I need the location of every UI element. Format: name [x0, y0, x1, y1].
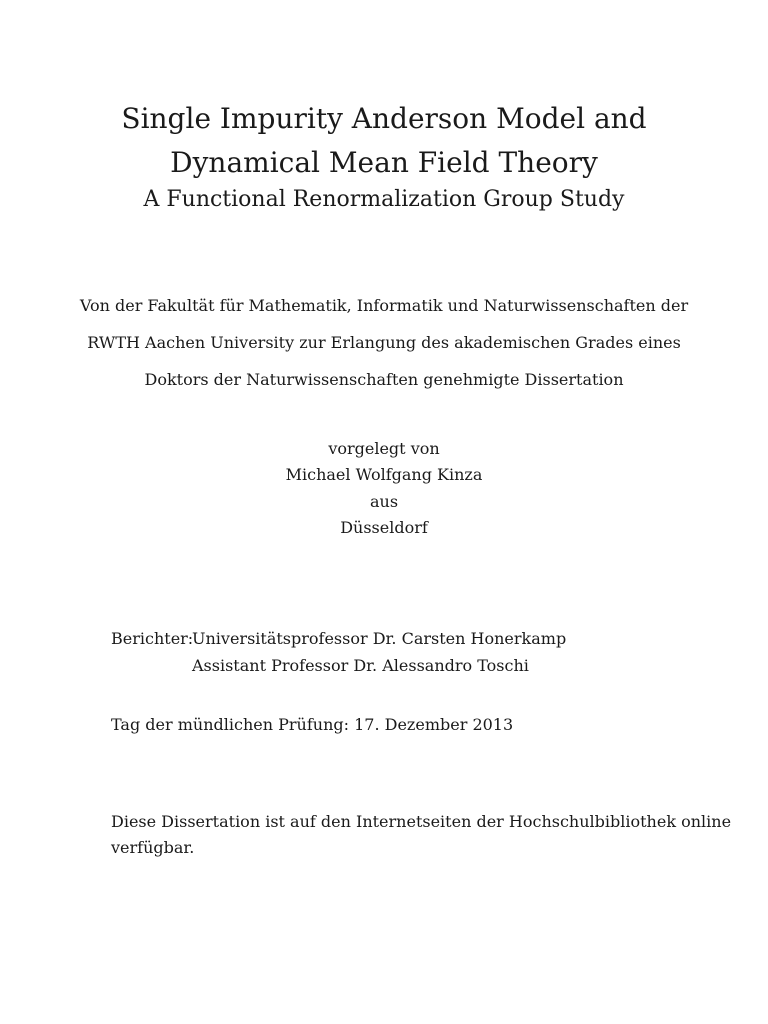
faculty-line-3: Doktors der Naturwissenschaften genehmigte Dissertation [144, 370, 624, 389]
from-label: aus [369, 492, 399, 511]
referee-label: Berichter: [111, 629, 194, 648]
title-line-2: Dynamical Mean Field Theory [170, 146, 598, 179]
author-hometown: Düsseldorf [340, 518, 428, 537]
referee-first: Universitätsprofessor Dr. Carsten Honerkamp [192, 629, 567, 648]
author-name: Michael Wolfgang Kinza [285, 465, 483, 484]
faculty-line-1: Von der Fakultät für Mathematik, Informatik und Naturwissenschaften der [79, 296, 689, 315]
oral-exam-date: Tag der mündlichen Prüfung: 17. Dezember 2013 [111, 715, 514, 734]
title-line-1: Single Impurity Anderson Model and [121, 102, 647, 135]
subtitle: A Functional Renormalization Group Study [143, 187, 625, 212]
faculty-line-2: RWTH Aachen University zur Erlangung des akademischen Grades eines [87, 333, 681, 352]
presented-by-label: vorgelegt von [328, 439, 440, 458]
availability-line-2: verfügbar. [111, 838, 195, 857]
referee-second: Assistant Professor Dr. Alessandro Toschi [192, 656, 529, 675]
availability-line-1: Diese Dissertation ist auf den Internetseiten der Hochschulbibliothek online [111, 812, 732, 831]
